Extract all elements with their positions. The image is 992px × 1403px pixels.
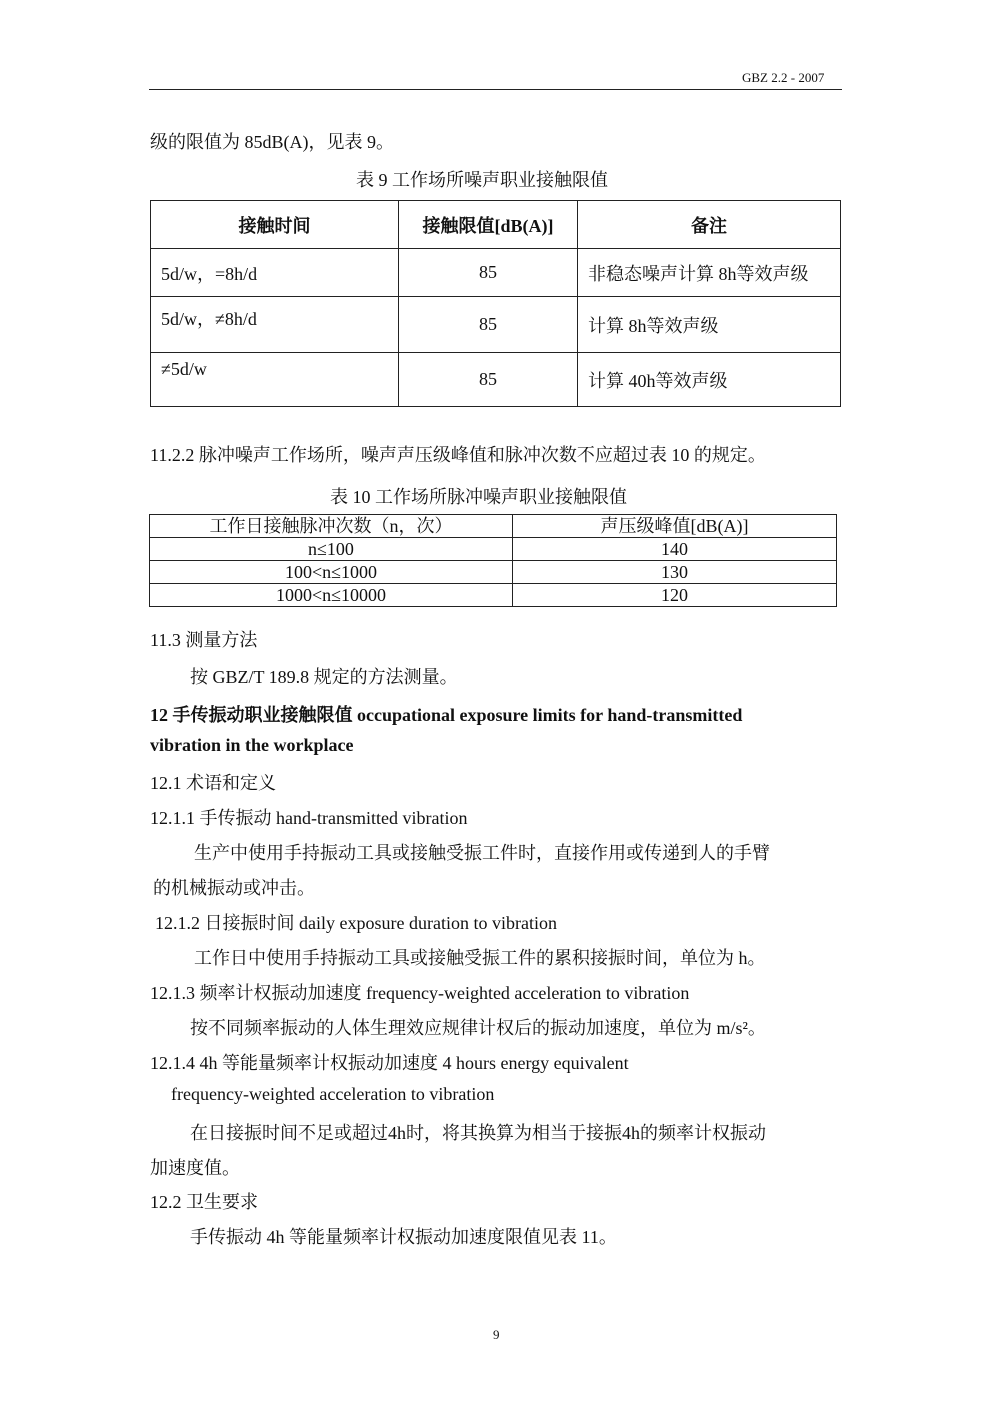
table-cell: 120 bbox=[513, 584, 837, 607]
table-cell: 140 bbox=[513, 538, 837, 561]
section-12-1-1-body: 生产中使用手持振动工具或接触受振工件时，直接作用或传递到人的手臂 bbox=[194, 843, 770, 863]
table9-header-cell: 接触时间 bbox=[151, 201, 399, 249]
section-12-heading-line1: 12 手传振动职业接触限值 occupational exposure limits for hand-transmitted bbox=[150, 705, 743, 725]
table-row bbox=[151, 353, 841, 407]
section-12-1-2-heading: 12.1.2 日接振时间 daily exposure duration to vibration bbox=[155, 913, 557, 933]
table10-caption: 表 10 工作场所脉冲噪声职业接触限值 bbox=[330, 487, 627, 507]
header-rule bbox=[149, 89, 842, 90]
section-12-1-1-body-cont: 的机械振动或冲击。 bbox=[153, 878, 315, 898]
table10-header-row bbox=[150, 515, 837, 538]
table-cell: 计算 8h等效声级 bbox=[578, 297, 841, 353]
para-11-2-2: 11.2.2 脉冲噪声工作场所，噪声声压级峰值和脉冲次数不应超过表 10 的规定。 bbox=[150, 445, 766, 465]
section-12-1-3-body: 按不同频率振动的人体生理效应规律计权后的振动加速度，单位为 m/s²。 bbox=[190, 1018, 766, 1038]
section-12-heading-line2: vibration in the workplace bbox=[150, 735, 354, 755]
section-12-1-1-heading: 12.1.1 手传振动 hand-transmitted vibration bbox=[150, 808, 468, 828]
table-cell: 85 bbox=[399, 249, 578, 297]
section-12-1-2-body: 工作日中使用手持振动工具或接触受振工件的累积接振时间，单位为 h。 bbox=[194, 948, 766, 968]
table-cell: 85 bbox=[399, 353, 578, 407]
table-cell: n≤100 bbox=[150, 538, 513, 561]
table-row bbox=[150, 538, 837, 561]
table-cell: 非稳态噪声计算 8h等效声级 bbox=[578, 249, 841, 297]
table-row bbox=[150, 561, 837, 584]
table-cell: 85 bbox=[399, 297, 578, 353]
table-cell: 100<n≤1000 bbox=[150, 561, 513, 584]
table10 bbox=[149, 514, 837, 607]
table-cell: 5d/w，≠8h/d bbox=[151, 297, 399, 353]
section-12-2-body: 手传振动 4h 等能量频率计权振动加速度限值见表 11。 bbox=[190, 1227, 617, 1247]
table-cell: 130 bbox=[513, 561, 837, 584]
table-cell: 1000<n≤10000 bbox=[150, 584, 513, 607]
section-12-1-4-heading-cont: frequency-weighted acceleration to vibration bbox=[171, 1084, 495, 1104]
table9-header-row bbox=[151, 201, 841, 249]
section-12-1-heading: 12.1 术语和定义 bbox=[150, 773, 276, 793]
table-row bbox=[150, 584, 837, 607]
table-row bbox=[151, 249, 841, 297]
section-12-1-4-body-cont: 加速度值。 bbox=[150, 1158, 240, 1178]
table9-header-cell: 接触限值[dB(A)] bbox=[399, 201, 578, 249]
section-12-2-heading: 12.2 卫生要求 bbox=[150, 1192, 258, 1212]
page-number: 9 bbox=[493, 1327, 500, 1342]
table-row bbox=[151, 297, 841, 353]
table-cell: 5d/w，=8h/d bbox=[151, 249, 399, 297]
table9-header-cell: 备注 bbox=[578, 201, 841, 249]
section-11-3-body: 按 GBZ/T 189.8 规定的方法测量。 bbox=[190, 667, 458, 687]
header-code: GBZ 2.2 - 2007 bbox=[742, 70, 825, 85]
table10-header-cell: 声压级峰值[dB(A)] bbox=[513, 515, 837, 538]
table9-caption: 表 9 工作场所噪声职业接触限值 bbox=[356, 170, 608, 190]
intro-line: 级的限值为 85dB(A)，见表 9。 bbox=[150, 132, 394, 152]
section-12-1-4-body: 在日接振时间不足或超过4h时，将其换算为相当于接振4h的频率计权振动 bbox=[190, 1123, 766, 1143]
table-cell: 计算 40h等效声级 bbox=[578, 353, 841, 407]
table10-header-cell: 工作日接触脉冲次数（n，次） bbox=[150, 515, 513, 538]
table-cell: ≠5d/w bbox=[151, 353, 399, 407]
section-12-1-3-heading: 12.1.3 频率计权振动加速度 frequency-weighted acceleration to vibration bbox=[150, 983, 690, 1003]
table9 bbox=[150, 200, 841, 407]
section-11-3-heading: 11.3 测量方法 bbox=[150, 630, 258, 650]
section-12-1-4-heading: 12.1.4 4h 等能量频率计权振动加速度 4 hours energy equivalent bbox=[150, 1053, 629, 1073]
